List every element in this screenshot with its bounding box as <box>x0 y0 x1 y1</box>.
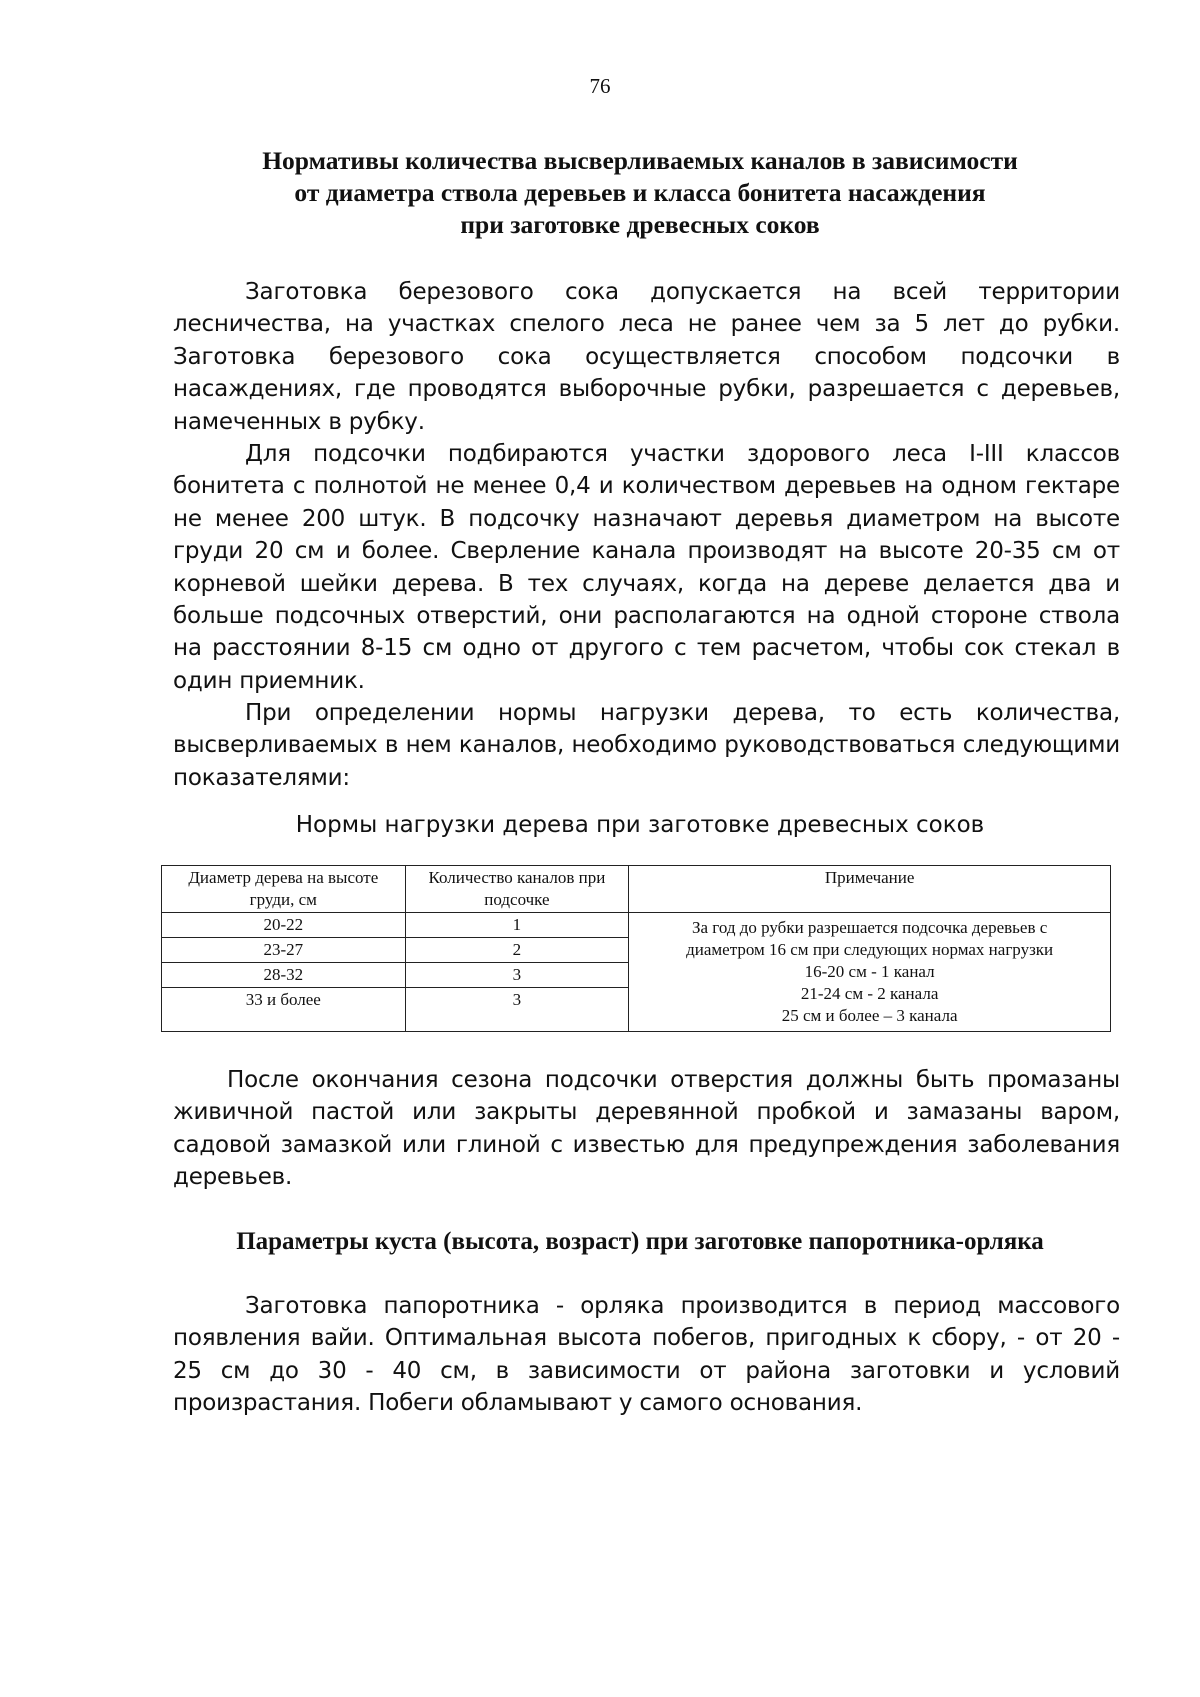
cell-channels: 2 <box>405 938 629 963</box>
paragraph-fern-harvest: Заготовка папоротника - орляка производится в период массового появления вайи. Оптимальная высота побегов, пригодных к сбору, - от 20 - 25 см до 30 - 40 см, в зависимости от района заготовки и условий произрастания. Побеги обламывают у самого основания. <box>173 1293 1120 1417</box>
title-line: от диаметра ствола деревьев и класса бонитета насаждения <box>294 178 986 207</box>
cell-note <box>629 913 1111 1032</box>
cell-diameter: 20-22 <box>162 913 406 938</box>
cell-diameter: 23-27 <box>162 938 406 963</box>
table-caption: Нормы нагрузки дерева при заготовке древесных соков <box>295 812 985 838</box>
page-number: 76 <box>589 74 611 98</box>
cell-channels: 3 <box>405 963 629 988</box>
title-line: Нормативы количества высверливаемых каналов в зависимости <box>262 146 1018 175</box>
note-line: 21-24 см - 2 канала <box>800 984 939 1003</box>
cell-diameter: 33 и более <box>162 988 406 1032</box>
section-title-fern <box>160 1226 1120 1258</box>
title-line: Параметры куста (высота, возраст) при заготовке папоротника-орляка <box>236 1228 1044 1255</box>
title-line: при заготовке древесных соков <box>460 210 820 239</box>
cell-channels: 1 <box>405 913 629 938</box>
paragraph-load-norms: При определении нормы нагрузки дерева, то есть количества, высверливаемых в нем каналов, необходимо руководствоваться следующими показателями: <box>173 700 1120 791</box>
note-line: За год до рубки разрешается подсочка деревьев с <box>691 918 1048 937</box>
note-line: 25 см и более – 3 канала <box>781 1006 958 1025</box>
tree-load-norms-table <box>161 865 1111 1032</box>
cell-channels: 3 <box>405 988 629 1032</box>
paragraph-birch-sap: Заготовка березового сока допускается на всей территории лесничества, на участках спелого леса не ранее чем за 5 лет до рубки. Заготовка березового сока осуществляется способом подсочки в насаждениях, где проводятся выборочные рубки, разрешается с деревьев, намеченных в рубку. <box>173 279 1120 435</box>
header-note: Примечание <box>629 866 1111 913</box>
table-row <box>162 913 1111 938</box>
header-channels: Количество каналов при подсочке <box>405 866 629 913</box>
table-header-row <box>162 866 1111 913</box>
paragraph-tapping-selection: Для подсочки подбираются участки здорового леса I-III классов бонитета с полнотой не менее 0,4 и количеством деревьев на одном гектаре не менее 200 штук. В подсочку назначают деревья диаметром на высоте груди 20 см и более. Сверление канала производят на высоте 20-35 см от корневой шейки дерева. В тех случаях, когда на дереве делается два и больше подсочных отверстий, они располагаются на одной стороне ствола на расстоянии 8-15 см одно от другого с тем расчетом, чтобы сок стекал в один приемник. <box>173 441 1120 694</box>
note-line: диаметром 16 см при следующих нормах нагрузки <box>686 940 1054 959</box>
cell-diameter: 28-32 <box>162 963 406 988</box>
note-line: 16-20 см - 1 канал <box>804 962 935 981</box>
section-title-sap-norms <box>160 145 1120 241</box>
header-diameter: Диаметр дерева на высоте груди, см <box>162 866 406 913</box>
paragraph-after-season: После окончания сезона подсочки отверстия должны быть промазаны живичной пастой или закрыты деревянной пробкой и замазаны варом, садовой замазкой или глиной с известью для предупреждения заболевания деревьев. <box>173 1067 1120 1191</box>
